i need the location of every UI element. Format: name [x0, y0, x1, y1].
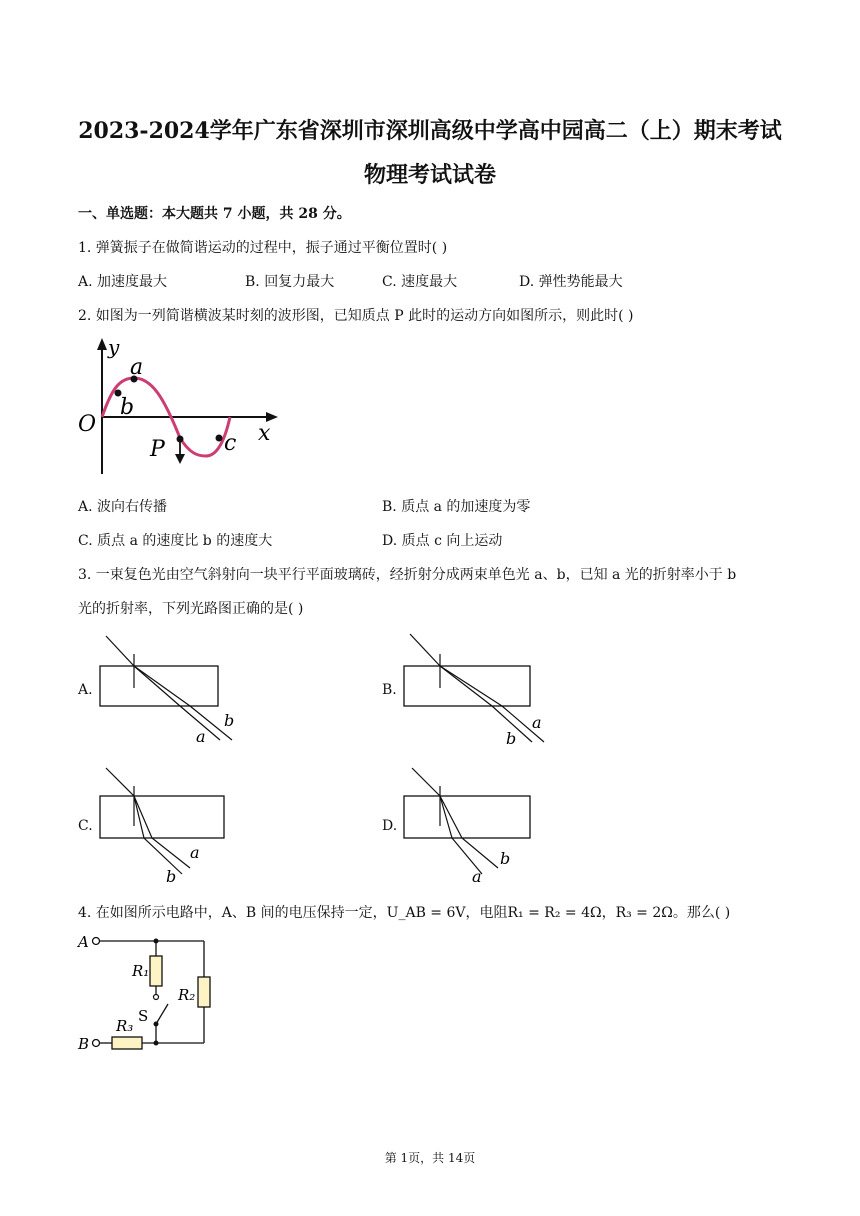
point-c	[216, 435, 223, 442]
resistor-r1	[150, 956, 162, 986]
label-switch: S	[138, 1007, 149, 1025]
resistor-r2	[198, 977, 210, 1007]
question-2-stem: 2. 如图为一列简谐横波某时刻的波形图，已知质点 P 此时的运动方向如图所示，则此时( )	[78, 308, 634, 324]
ray-label-upper: b	[224, 711, 235, 730]
terminal-a	[93, 938, 100, 945]
section-heading: 一、单选题：本大题共 7 小题，共 28 分。	[78, 206, 351, 222]
question-1-stem: 1. 弹簧振子在做简谐运动的过程中，振子通过平衡位置时( )	[78, 240, 448, 256]
q1-option-a: A. 加速度最大	[78, 274, 168, 290]
label-a: a	[130, 355, 144, 380]
ray-label-lower: b	[166, 867, 177, 886]
glass-block	[100, 666, 218, 706]
q3-figure-c	[98, 764, 248, 886]
q3-option-b-label: B.	[382, 682, 397, 698]
label-x: x	[258, 421, 271, 446]
page-footer: 第 1页，共 14页	[384, 1151, 476, 1165]
ray-label-lower: a	[196, 727, 206, 746]
question-3-stem-line1: 3. 一束复色光由空气斜射向一块平行平面玻璃砖，经折射分成两束单色光 a、b，已知 a 光的折射率小于 b	[78, 567, 737, 583]
q2-option-b: B. 质点 a 的加速度为零	[382, 499, 531, 515]
label-terminal-a: A	[78, 933, 89, 951]
q3-option-a-label: A.	[78, 682, 93, 698]
ray-label-upper: a	[190, 843, 200, 862]
exam-title-line1: 2023-2024学年广东省深圳市深圳高级中学高中园高二（上）期末考试	[78, 118, 782, 144]
q1-option-b: B. 回复力最大	[245, 274, 335, 290]
ray-label-upper: a	[532, 713, 542, 732]
glass-block	[404, 666, 530, 706]
q1-option-c: C. 速度最大	[382, 274, 458, 290]
circuit-figure	[76, 930, 226, 1056]
switch-pivot	[154, 1022, 159, 1027]
glass-block	[100, 796, 224, 838]
q3-option-d-label: D.	[382, 818, 398, 834]
incident-ray	[412, 768, 440, 796]
question-4-stem: 4. 在如图所示电路中，A、B 间的电压保持一定，U_AB = 6V，电阻R₁ = R₂ = 4Ω，R₃ = 2Ω。那么( )	[78, 905, 731, 921]
question-3-stem-line2: 光的折射率，下列光路图正确的是( )	[78, 601, 304, 617]
ray-b	[440, 666, 532, 742]
exam-title-line2: 物理考试试卷	[363, 162, 496, 188]
resistor-r3	[112, 1037, 142, 1049]
q2-option-c: C. 质点 a 的速度比 b 的速度大	[78, 533, 273, 549]
ray-a	[134, 666, 220, 740]
ray-b	[134, 666, 235, 740]
incident-ray	[106, 636, 134, 666]
label-terminal-b: B	[78, 1035, 90, 1053]
q1-option-d: D. 弹性势能最大	[519, 274, 623, 290]
switch-contact	[154, 995, 159, 1000]
wave-figure	[74, 336, 286, 478]
ray-label-lower: b	[506, 729, 517, 748]
label-o: O	[78, 412, 97, 437]
q3-figure-d	[402, 764, 552, 886]
switch-s	[156, 1004, 168, 1024]
label-r3: R₃	[116, 1017, 134, 1035]
q3-figure-a	[98, 632, 248, 750]
q3-option-c-label: C.	[78, 818, 93, 834]
incident-ray	[106, 768, 134, 796]
incident-ray	[410, 634, 440, 666]
ray-b	[134, 796, 182, 874]
label-b: b	[120, 395, 135, 420]
label-p: P	[150, 437, 165, 462]
ray-label-upper: b	[500, 849, 511, 868]
glass-block	[404, 796, 530, 838]
label-r2: R₂	[178, 986, 196, 1004]
p-velocity-arrowhead	[175, 454, 185, 464]
label-r1: R₁	[132, 962, 150, 980]
junction-bottom	[154, 1041, 159, 1046]
q2-option-d: D. 质点 c 向上运动	[382, 533, 503, 549]
y-axis-arrow	[97, 338, 107, 350]
ray-b	[440, 796, 498, 868]
label-y: y	[108, 336, 120, 359]
q3-figure-b	[402, 632, 552, 750]
ray-label-lower: a	[472, 867, 482, 886]
terminal-b	[93, 1040, 100, 1047]
q2-option-a: A. 波向右传播	[78, 499, 168, 515]
label-c: c	[224, 431, 237, 456]
